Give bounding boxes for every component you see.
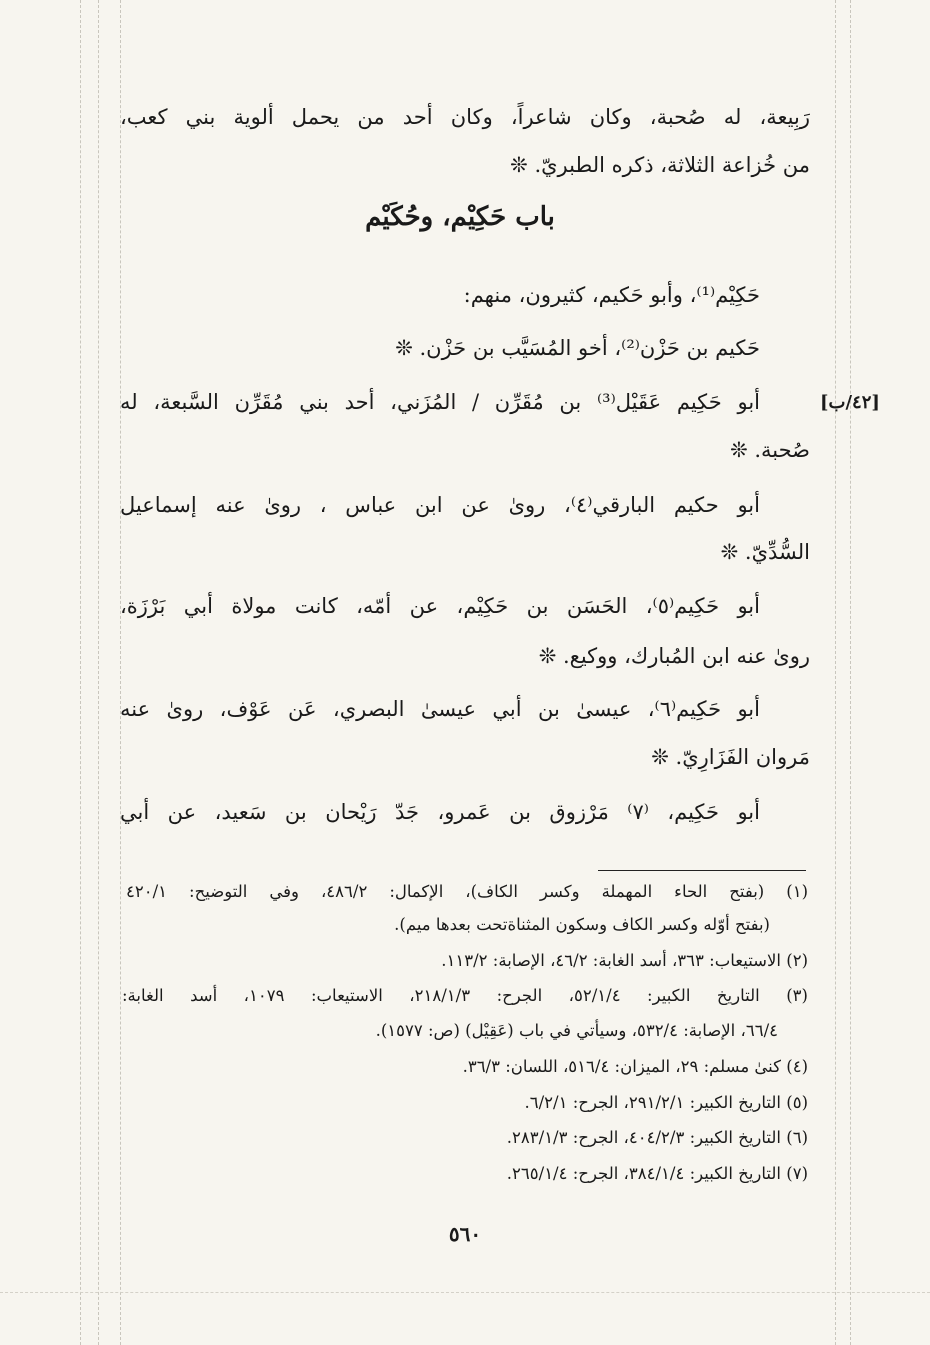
entry-line: أبو حَكِيم، ⁽٧⁾ مَرْزوق بن عَمرو، جَدّ رَيْحان بن سَعيد، عن أبي [120, 800, 760, 824]
entry-line: أبو حَكِيم⁽٥⁾، الحَسَن بن حَكِيْم، عن أمّه، كانت مولاة أبي بَرْزَة، [120, 594, 760, 618]
margin-guide-line [98, 0, 99, 1345]
margin-guide-line [80, 0, 81, 1345]
footnote: (٣) التاريخ الكبير: ٥٢/١/٤، الجرح: ٢١٨/١/٣، الاستيعاب: ١٠٧٩، أسد الغابة: [122, 986, 808, 1005]
footnote: (٤) كنىٰ مسلم: ٢٩، الميزان: ٥١٦/٤، اللسان: ٣٦/٣. [462, 1057, 808, 1076]
footnote: (بفتح أوّله وكسر الكاف وسكون المثناةتحت بعدها ميم). [394, 915, 770, 934]
entry-line: صُحبة. ❊ [730, 438, 810, 462]
text-line: رَبِيعة، له صُحبة، وكان شاعراً، وكان أحد من يحمل ألوية بني كعب، [120, 105, 810, 129]
footnote: (٦) التاريخ الكبير: ٤٠٤/٢/٣، الجرح: ٢٨٣/١/٣. [506, 1128, 808, 1147]
text-line: من خُزاعة الثلاثة، ذكره الطبريّ. ❊ [510, 153, 810, 177]
footnote: (١) (بفتح الحاء المهملة وكسر الكاف)، الإكمال: ٤٨٦/٢، وفي التوضيح: ٤٢٠/١ [126, 882, 809, 901]
entry-line: السُّدِّيّ. ❊ [720, 540, 810, 564]
marginal-folio-reference: [٤٢/ب] [820, 392, 880, 413]
entry-line: حَكِيْم⁽¹⁾، وأبو حَكيم، كثيرون، منهم: [463, 283, 760, 307]
entry-line: روىٰ عنه ابن المُبارك، ووكيع. ❊ [538, 644, 810, 668]
section-title: باب حَكِيْم، وحُكَيْم [365, 202, 555, 232]
entry-line: أبو حَكِيم عَقَيْل⁽³⁾ بن مُقَرِّن / المُزَني، أحد بني مُقَرِّن السَّبعة، له [120, 390, 760, 414]
entry-line: حَكيم بن حَزْن⁽²⁾، أخو المُسَيَّب بن حَزْن. ❊ [395, 336, 760, 360]
margin-guide-line [0, 1292, 930, 1293]
footnote: ٦٦/٤، الإصابة: ٥٣٢/٤، وسيأتي في باب (عَقِيْل) (ص: ١٥٧٧). [375, 1021, 778, 1040]
entry-line: أبو حكيم البارقي⁽٤⁾، روىٰ عن ابن عباس ، روىٰ عنه إسماعيل [120, 493, 760, 517]
entry-line: أبو حَكِيم⁽٦⁾، عيسىٰ بن أبي عيسىٰ البصري، عَن عَوْف، روىٰ عنه [120, 697, 760, 721]
footnote: (٥) التاريخ الكبير: ٢٩١/٢/١، الجرح: ٦/٢/١. [524, 1093, 808, 1112]
footnote-separator [598, 870, 806, 871]
page-number: ٥٦٠ [448, 1222, 482, 1246]
margin-guide-line [850, 0, 851, 1345]
footnote: (٧) التاريخ الكبير: ٣٨٤/١/٤، الجرح: ٢٦٥/١/٤. [506, 1164, 808, 1183]
main-text [120, 0, 810, 840]
footnote: (٢) الاستيعاب: ٣٦٣، أسد الغابة: ٤٦/٢، الإصابة: ١١٣/٢. [441, 951, 808, 970]
entry-line: مَروان الفَزَارِيّ. ❊ [651, 745, 810, 769]
margin-guide-line [835, 0, 836, 1345]
